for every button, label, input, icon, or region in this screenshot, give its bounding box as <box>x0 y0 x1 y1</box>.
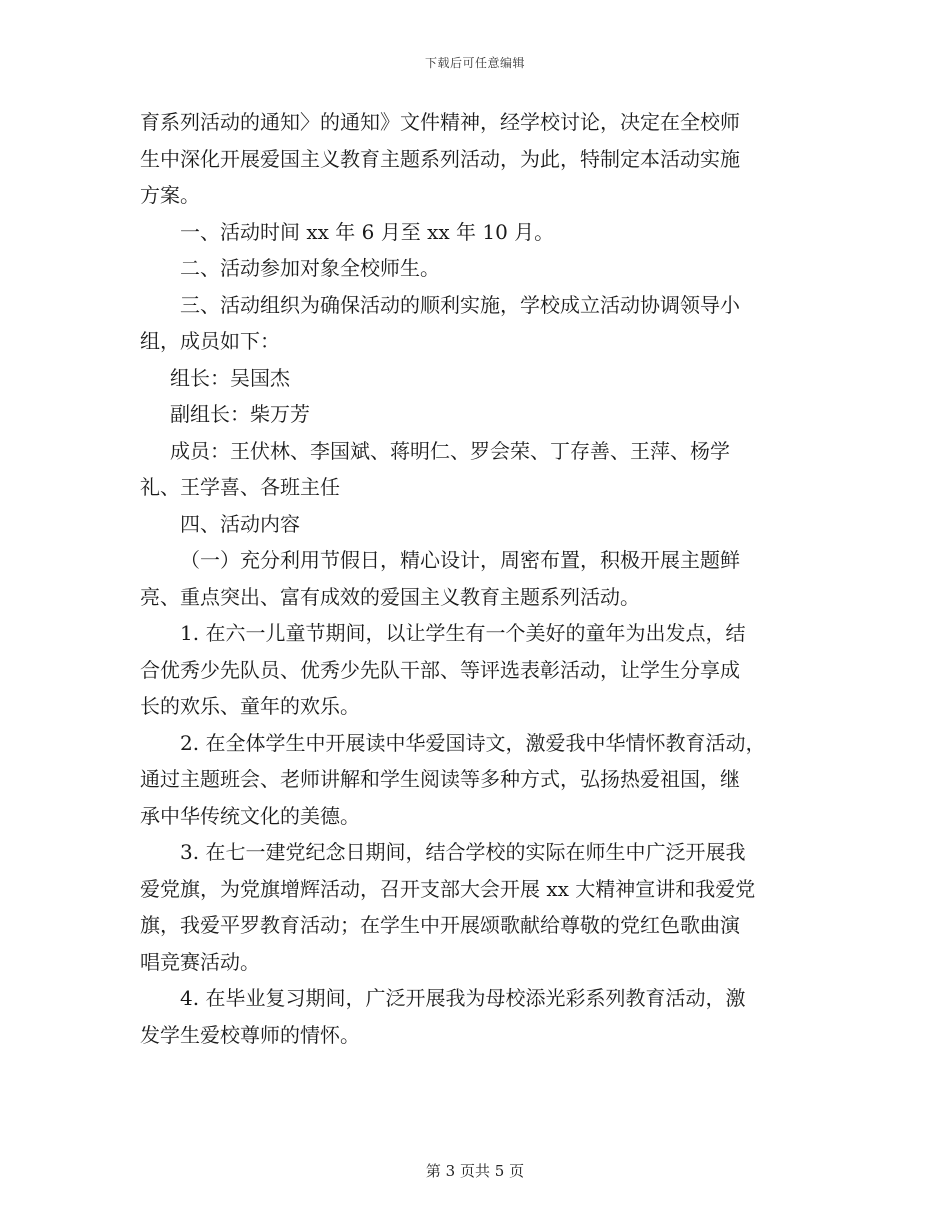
text-line: 组，成员如下： <box>140 329 280 353</box>
text-line: 旗，我爱平罗教育活动；在学生中开展颂歌献给尊敬的党红色歌曲演 <box>140 913 740 937</box>
text-line: 成员：王伏林、李国斌、蒋明仁、罗会荣、丁存善、王萍、杨学 <box>170 438 730 463</box>
text-line: 爱党旗，为党旗增辉活动，召开支部大会开展 xx 大精神宣讲和我爱党 <box>140 876 756 901</box>
text-line: 生中深化开展爱国主义教育主题系列活动，为此，特制定本活动实施 <box>140 146 740 171</box>
section-heading: 四、活动内容 <box>180 511 300 536</box>
list-item: 2. 在全体学生中开展读中华爱国诗文，激爱我中华情怀教育活动， <box>180 730 766 755</box>
text-line: 合优秀少先队员、优秀少先队干部、等评选表彰活动，让学生分享成 <box>140 657 740 682</box>
section-heading: 三、活动组织为确保活动的顺利实施，学校成立活动协调领导小 <box>180 292 740 317</box>
text-line: （一）充分利用节假日，精心设计，周密布置，积极开展主题鲜 <box>180 548 740 572</box>
section-heading: 一、活动时间 xx 年 6 月至 xx 年 10 月。 <box>180 219 555 244</box>
text-line: 唱竞赛活动。 <box>140 949 260 974</box>
text-line: 发学生爱校尊师的情怀。 <box>140 1022 360 1047</box>
list-item: 3. 在七一建党纪念日期间，结合学校的实际在师生中广泛开展我 <box>180 840 746 864</box>
list-item: 4. 在毕业复习期间，广泛开展我为母校添光彩系列教育活动，激 <box>180 986 746 1010</box>
text-line: 育系列活动的通知〉的通知》文件精神，经学校讨论，决定在全校师 <box>140 110 740 134</box>
page-footer: 第 3 页共 5 页 <box>425 1162 525 1180</box>
text-line: 通过主题班会、老师讲解和学生阅读等多种方式，弘扬热爱祖国，继 <box>140 767 740 791</box>
text-line: 副组长：柴万芳 <box>170 402 310 426</box>
list-item: 1. 在六一儿童节期间，以让学生有一个美好的童年为出发点，结 <box>180 621 746 645</box>
text-line: 承中华传统文化的美德。 <box>140 803 360 828</box>
text-line: 礼、王学喜、各班主任 <box>140 475 340 499</box>
text-line: 长的欢乐、童年的欢乐。 <box>140 694 360 718</box>
document-body <box>140 104 810 1053</box>
page-header: 下载后可任意编辑 <box>424 56 525 70</box>
text-line: 亮、重点突出、富有成效的爱国主义教育主题系列活动。 <box>140 584 640 609</box>
text-line: 方案。 <box>140 183 200 207</box>
text-line: 组长：吴国杰 <box>170 365 290 390</box>
section-heading: 二、活动参加对象全校师生。 <box>180 256 440 280</box>
